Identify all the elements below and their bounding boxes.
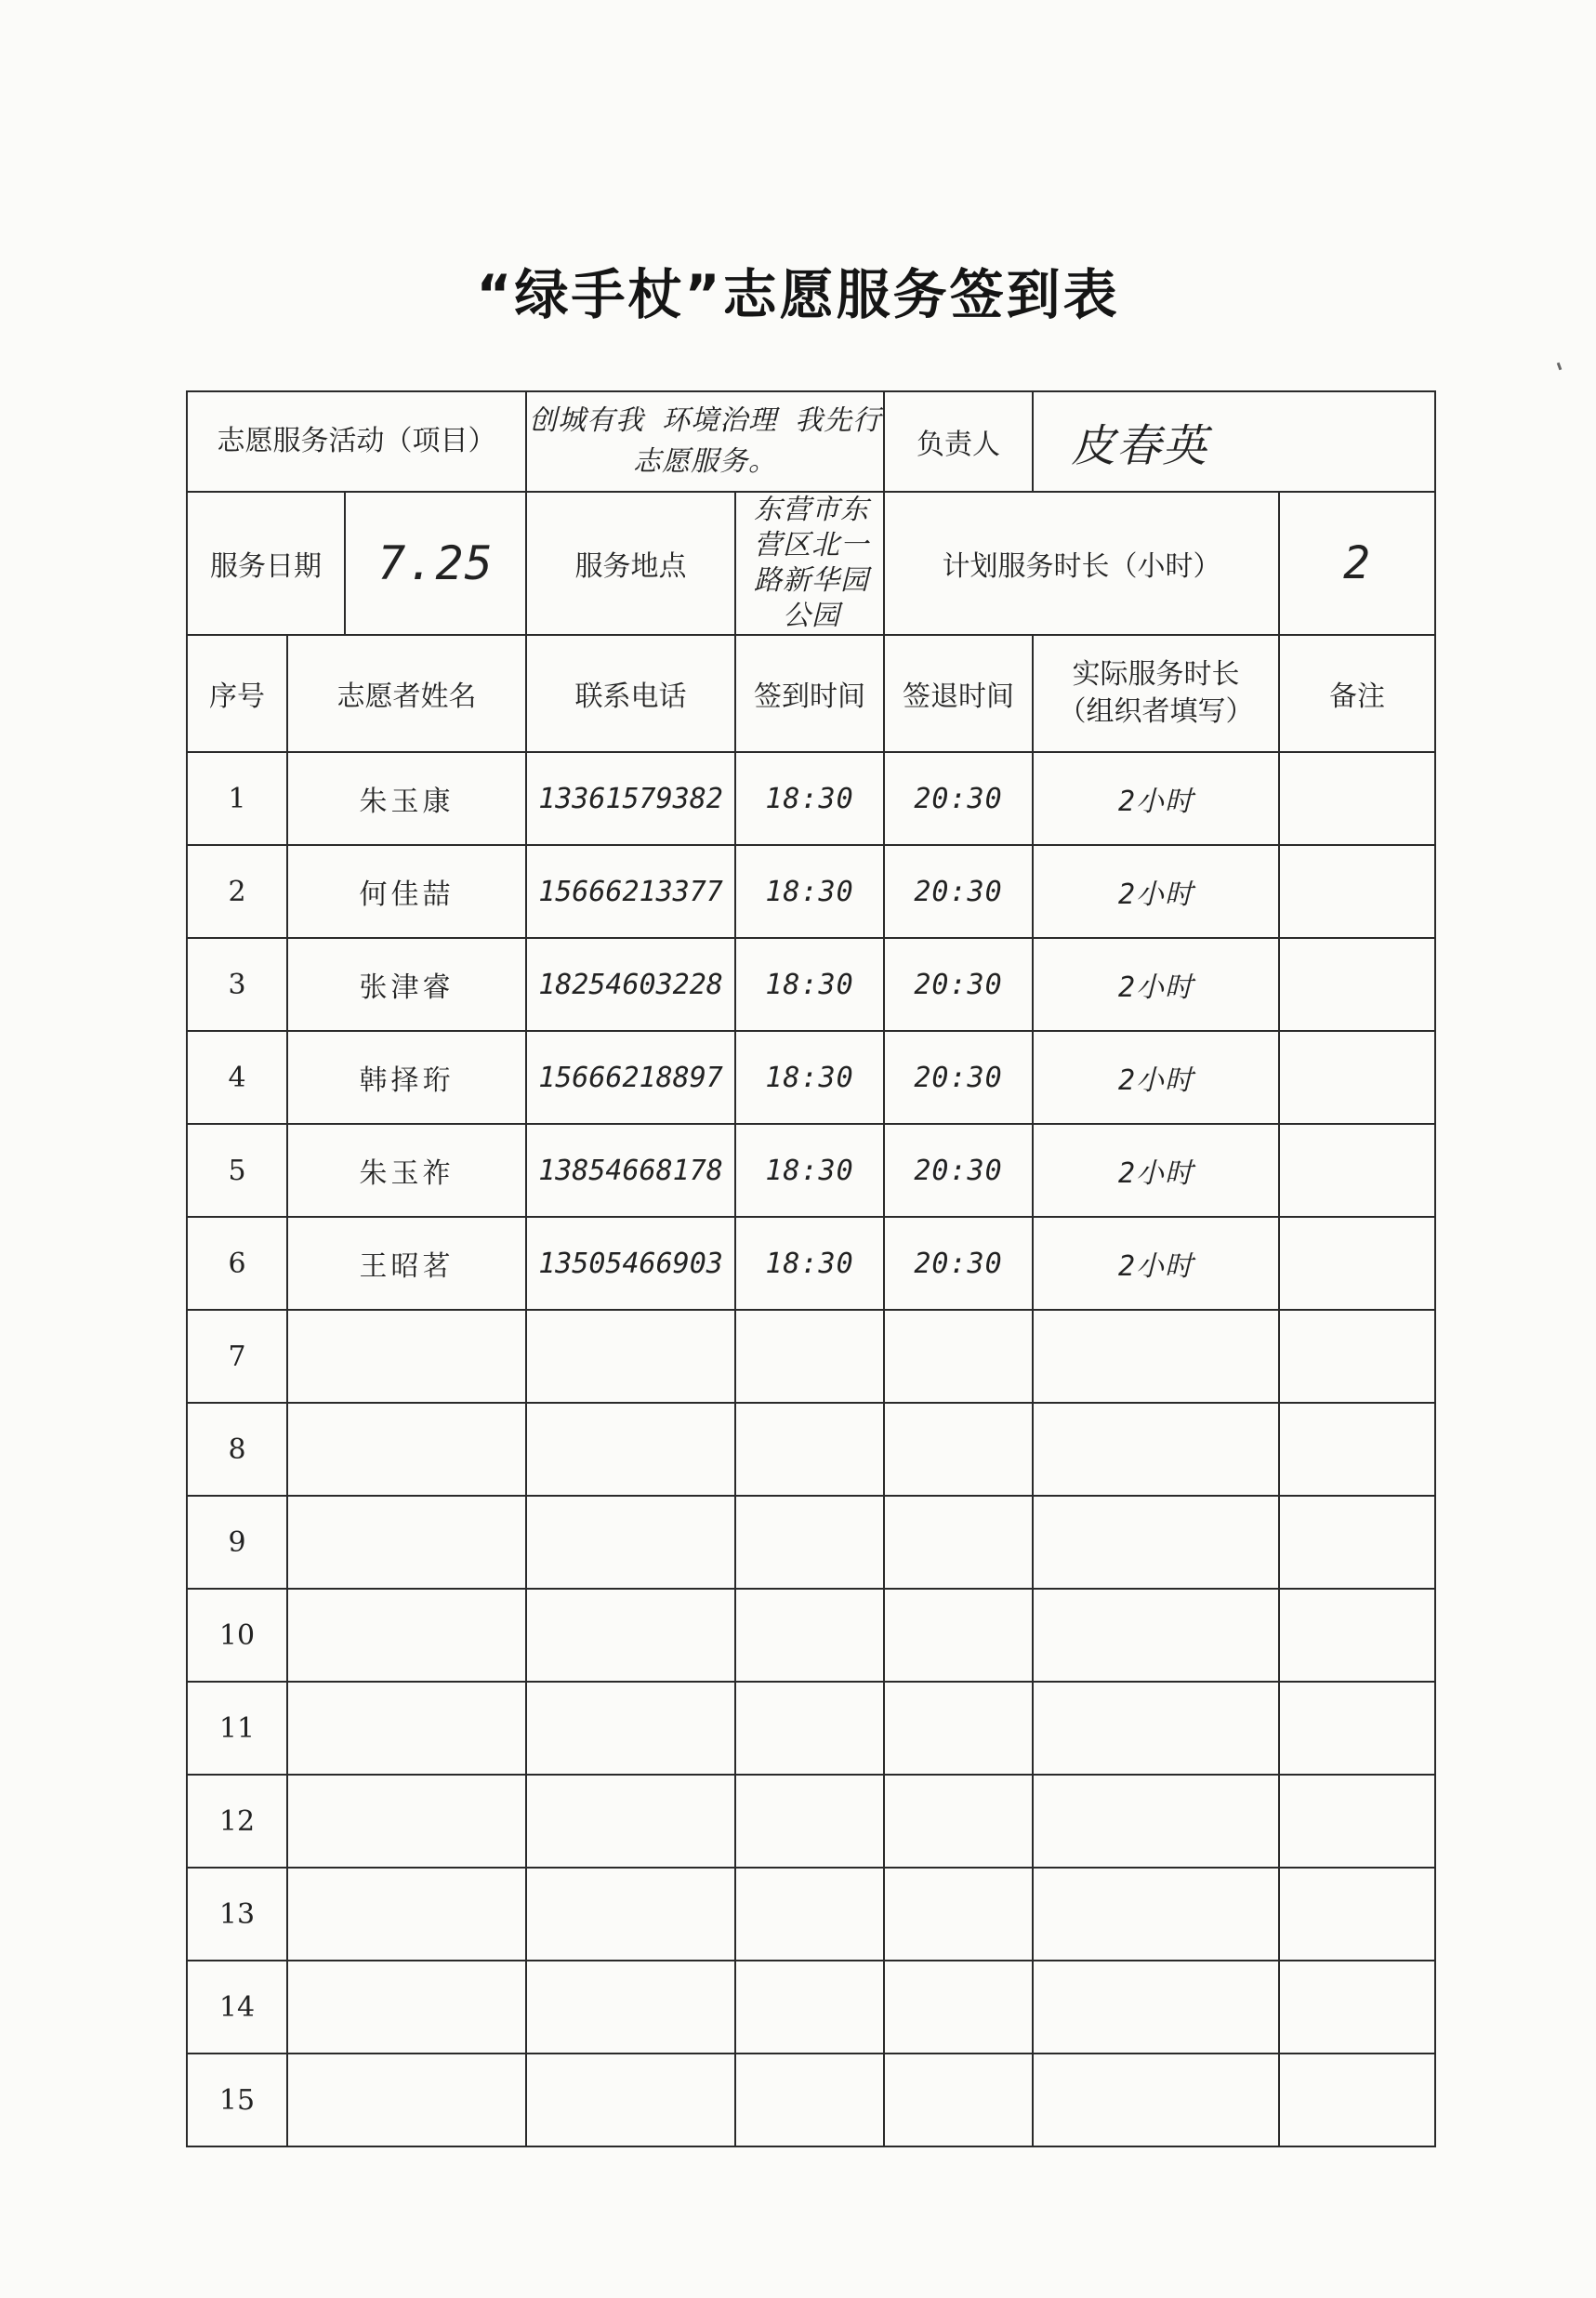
row-seq: 3 xyxy=(187,938,287,1031)
actual-duration-field[interactable] xyxy=(1033,1496,1279,1589)
table-row xyxy=(187,1589,1435,1682)
volunteer-name-field[interactable] xyxy=(287,1775,526,1868)
row-seq: 7 xyxy=(187,1310,287,1403)
actual-duration-field[interactable] xyxy=(1033,1682,1279,1775)
row-seq: 5 xyxy=(187,1124,287,1217)
table-row xyxy=(187,938,1435,1031)
volunteer-name-field[interactable]: 韩择珩 xyxy=(287,1031,526,1124)
date-field[interactable]: 7.25 xyxy=(345,492,526,635)
checkin-time-field[interactable] xyxy=(735,1496,884,1589)
row-seq: 11 xyxy=(187,1682,287,1775)
note-field[interactable] xyxy=(1279,2054,1435,2146)
checkin-time-field[interactable] xyxy=(735,1403,884,1496)
row-seq: 15 xyxy=(187,2054,287,2146)
table-row xyxy=(187,1403,1435,1496)
scan-speck xyxy=(1557,363,1563,371)
table-row xyxy=(187,1868,1435,1961)
note-field[interactable] xyxy=(1279,1589,1435,1682)
volunteer-name-field[interactable]: 朱玉康 xyxy=(287,752,526,845)
table-row xyxy=(187,1217,1435,1310)
col-checkin: 签到时间 xyxy=(735,635,884,752)
checkout-time-field[interactable]: 20:30 xyxy=(884,1217,1033,1310)
actual-duration-field[interactable]: 2小时 xyxy=(1033,1031,1279,1124)
col-checkout: 签退时间 xyxy=(884,635,1033,752)
activity-label: 志愿服务活动（项目） xyxy=(187,391,526,492)
volunteer-name-field[interactable]: 何佳喆 xyxy=(287,845,526,938)
table-row xyxy=(187,1031,1435,1124)
note-field[interactable] xyxy=(1279,1496,1435,1589)
checkin-time-field[interactable] xyxy=(735,1961,884,2054)
checkout-time-field[interactable] xyxy=(884,1403,1033,1496)
checkin-time-field[interactable]: 18:30 xyxy=(735,1031,884,1124)
phone-field[interactable] xyxy=(526,1589,735,1682)
note-field[interactable] xyxy=(1279,1775,1435,1868)
table-row xyxy=(187,752,1435,845)
table-row xyxy=(187,2054,1435,2146)
volunteer-name-field[interactable] xyxy=(287,1961,526,2054)
volunteer-name-field[interactable]: 张津睿 xyxy=(287,938,526,1031)
note-field[interactable] xyxy=(1279,1682,1435,1775)
actual-duration-field[interactable]: 2小时 xyxy=(1033,1124,1279,1217)
note-field[interactable] xyxy=(1279,1031,1435,1124)
row-seq: 1 xyxy=(187,752,287,845)
phone-field[interactable] xyxy=(526,1403,735,1496)
phone-field[interactable] xyxy=(526,1496,735,1589)
row-seq: 12 xyxy=(187,1775,287,1868)
note-field[interactable] xyxy=(1279,1124,1435,1217)
checkout-time-field[interactable] xyxy=(884,1496,1033,1589)
leader-label: 负责人 xyxy=(884,391,1033,492)
checkin-time-field[interactable] xyxy=(735,1310,884,1403)
phone-field[interactable] xyxy=(526,2054,735,2146)
phone-field[interactable] xyxy=(526,1868,735,1961)
col-actual: 实际服务时长（组织者填写） xyxy=(1033,635,1279,752)
checkin-time-field[interactable] xyxy=(735,1775,884,1868)
volunteer-name-field[interactable]: 王昭茗 xyxy=(287,1217,526,1310)
phone-field[interactable]: 13505466903 xyxy=(526,1217,735,1310)
checkin-time-field[interactable]: 18:30 xyxy=(735,845,884,938)
table-row xyxy=(187,1310,1435,1403)
phone-field[interactable]: 18254603228 xyxy=(526,938,735,1031)
note-field[interactable] xyxy=(1279,1310,1435,1403)
note-field[interactable] xyxy=(1279,1961,1435,2054)
col-phone: 联系电话 xyxy=(526,635,735,752)
table-row xyxy=(187,1961,1435,2054)
header-row-date xyxy=(187,492,1435,635)
col-seq: 序号 xyxy=(187,635,287,752)
checkin-time-field[interactable] xyxy=(735,2054,884,2146)
checkout-time-field[interactable] xyxy=(884,1310,1033,1403)
volunteer-name-field[interactable] xyxy=(287,1310,526,1403)
col-name: 志愿者姓名 xyxy=(287,635,526,752)
row-seq: 10 xyxy=(187,1589,287,1682)
phone-field[interactable]: 15666218897 xyxy=(526,1031,735,1124)
row-seq: 8 xyxy=(187,1403,287,1496)
actual-duration-field[interactable] xyxy=(1033,2054,1279,2146)
actual-duration-field[interactable] xyxy=(1033,1403,1279,1496)
sign-in-sheet xyxy=(186,390,1434,2121)
checkout-time-field[interactable]: 20:30 xyxy=(884,752,1033,845)
checkout-time-field[interactable]: 20:30 xyxy=(884,1031,1033,1124)
table-row xyxy=(187,845,1435,938)
checkin-time-field[interactable]: 18:30 xyxy=(735,938,884,1031)
location-field[interactable]: 东营市东营区北一路新华园公园 xyxy=(735,492,884,635)
note-field[interactable] xyxy=(1279,1217,1435,1310)
checkin-time-field[interactable]: 18:30 xyxy=(735,1124,884,1217)
location-label: 服务地点 xyxy=(526,492,735,635)
checkout-time-field[interactable] xyxy=(884,2054,1033,2146)
sign-in-table xyxy=(186,390,1436,2147)
table-row xyxy=(187,1682,1435,1775)
note-field[interactable] xyxy=(1279,1403,1435,1496)
actual-duration-field[interactable]: 2小时 xyxy=(1033,752,1279,845)
phone-field[interactable]: 13361579382 xyxy=(526,752,735,845)
row-seq: 2 xyxy=(187,845,287,938)
phone-field[interactable] xyxy=(526,1961,735,2054)
actual-duration-field[interactable]: 2小时 xyxy=(1033,845,1279,938)
checkout-time-field[interactable] xyxy=(884,1775,1033,1868)
header-row-activity xyxy=(187,391,1435,492)
date-label: 服务日期 xyxy=(187,492,345,635)
row-seq: 6 xyxy=(187,1217,287,1310)
activity-field[interactable]: 创城有我 环境治理 我先行志愿服务。 xyxy=(526,391,884,492)
phone-field[interactable] xyxy=(526,1775,735,1868)
phone-field[interactable] xyxy=(526,1310,735,1403)
note-field[interactable] xyxy=(1279,752,1435,845)
volunteer-name-field[interactable] xyxy=(287,1682,526,1775)
phone-field[interactable] xyxy=(526,1682,735,1775)
page-title: “绿手杖”志愿服务签到表 xyxy=(476,263,1120,326)
checkout-time-field[interactable] xyxy=(884,1589,1033,1682)
checkout-time-field[interactable]: 20:30 xyxy=(884,1124,1033,1217)
volunteer-name-field[interactable] xyxy=(287,1868,526,1961)
column-header-row xyxy=(187,635,1435,752)
actual-duration-field[interactable] xyxy=(1033,1961,1279,2054)
volunteer-name-field[interactable] xyxy=(287,1403,526,1496)
checkout-time-field[interactable]: 20:30 xyxy=(884,845,1033,938)
volunteer-name-field[interactable]: 朱玉祚 xyxy=(287,1124,526,1217)
table-row xyxy=(187,1775,1435,1868)
actual-duration-field[interactable] xyxy=(1033,1775,1279,1868)
volunteer-name-field[interactable] xyxy=(287,2054,526,2146)
checkin-time-field[interactable]: 18:30 xyxy=(735,752,884,845)
actual-duration-field[interactable] xyxy=(1033,1868,1279,1961)
col-note: 备注 xyxy=(1279,635,1435,752)
checkout-time-field[interactable] xyxy=(884,1868,1033,1961)
phone-field[interactable]: 13854668178 xyxy=(526,1124,735,1217)
planned-duration-field[interactable]: 2 xyxy=(1279,492,1435,635)
checkout-time-field[interactable]: 20:30 xyxy=(884,938,1033,1031)
note-field[interactable] xyxy=(1279,845,1435,938)
checkin-time-field[interactable] xyxy=(735,1682,884,1775)
phone-field[interactable]: 15666213377 xyxy=(526,845,735,938)
table-row xyxy=(187,1496,1435,1589)
checkin-time-field[interactable]: 18:30 xyxy=(735,1217,884,1310)
volunteer-name-field[interactable] xyxy=(287,1589,526,1682)
checkin-time-field[interactable] xyxy=(735,1868,884,1961)
actual-duration-field[interactable] xyxy=(1033,1310,1279,1403)
checkout-time-field[interactable] xyxy=(884,1682,1033,1775)
row-seq: 13 xyxy=(187,1868,287,1961)
volunteer-name-field[interactable] xyxy=(287,1496,526,1589)
note-field[interactable] xyxy=(1279,938,1435,1031)
actual-duration-field[interactable] xyxy=(1033,1589,1279,1682)
row-seq: 9 xyxy=(187,1496,287,1589)
note-field[interactable] xyxy=(1279,1868,1435,1961)
actual-duration-field[interactable]: 2小时 xyxy=(1033,938,1279,1031)
leader-field[interactable]: 皮春英 xyxy=(1033,391,1435,492)
row-seq: 14 xyxy=(187,1961,287,2054)
actual-duration-field[interactable]: 2小时 xyxy=(1033,1217,1279,1310)
table-row xyxy=(187,1124,1435,1217)
row-seq: 4 xyxy=(187,1031,287,1124)
checkout-time-field[interactable] xyxy=(884,1961,1033,2054)
planned-duration-label: 计划服务时长（小时） xyxy=(884,492,1279,635)
checkin-time-field[interactable] xyxy=(735,1589,884,1682)
